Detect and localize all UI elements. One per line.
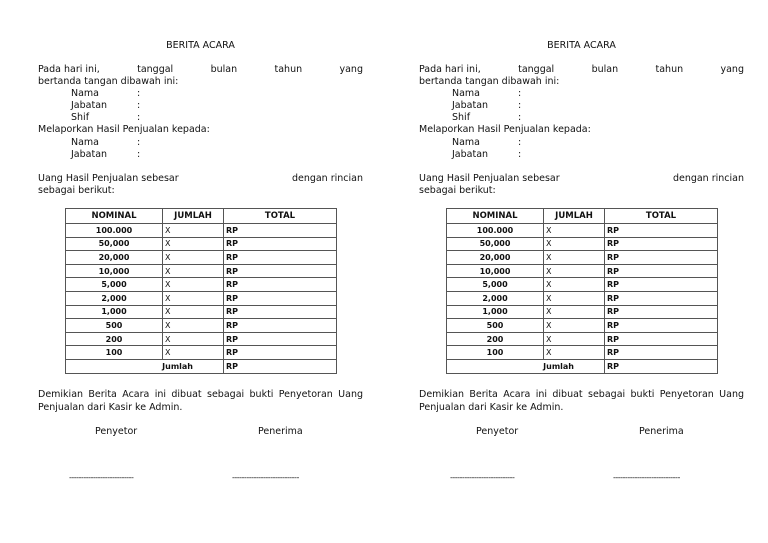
field-jabatan-recipient [452, 149, 522, 160]
field-colon: : [137, 137, 141, 148]
amount-right: dengan rincian [291, 173, 363, 184]
table-row [447, 237, 718, 251]
field-label: Jabatan [71, 149, 108, 160]
header-jumlah: JUMLAH [163, 209, 224, 224]
sender-signature-line: --------------------------- [450, 473, 515, 482]
total-cell: RP [605, 332, 718, 346]
sender-signature-line: --------------------------- [69, 473, 134, 482]
nominal-cell: 20,000 [66, 251, 163, 265]
total-cell: RP [224, 278, 337, 292]
intro-word: bulan [591, 64, 619, 75]
field-label: Nama [71, 137, 100, 148]
nominal-cell: 200 [447, 332, 544, 346]
closing-word: dibuat [171, 389, 202, 400]
amount-line-1 [38, 173, 363, 184]
intro-word: tahun [274, 64, 303, 75]
header-nominal: NOMINAL [447, 209, 544, 224]
amount-line-2: sebagai berikut: [38, 185, 115, 196]
table-row [447, 251, 718, 265]
closing-word: Acara [122, 389, 150, 400]
table-row [66, 264, 337, 278]
jumlah-cell: X [544, 319, 605, 333]
field-label: Nama [71, 88, 100, 99]
intro-line-1 [38, 64, 363, 75]
total-rp: RP [224, 359, 337, 373]
jumlah-cell: X [163, 346, 224, 360]
closing-word: Acara [503, 389, 531, 400]
nominal-cell: 500 [66, 319, 163, 333]
nominal-cell: 2,000 [66, 291, 163, 305]
nominal-cell: 10,000 [66, 264, 163, 278]
nominal-cell: 2,000 [447, 291, 544, 305]
field-label: Nama [452, 137, 481, 148]
jumlah-cell: X [163, 264, 224, 278]
table-row [447, 346, 718, 360]
closing-word: Penyetoran [278, 389, 333, 400]
total-label: Jumlah [447, 359, 605, 373]
total-cell: RP [224, 224, 337, 238]
table-row [66, 237, 337, 251]
nominal-cell: 10,000 [447, 264, 544, 278]
total-cell: RP [224, 237, 337, 251]
table-header-row [66, 209, 337, 224]
nominal-cell: 500 [447, 319, 544, 333]
amount-line-2: sebagai berikut: [419, 185, 496, 196]
receiver-label: Penerima [258, 426, 303, 437]
total-cell: RP [224, 346, 337, 360]
jumlah-cell: X [163, 291, 224, 305]
intro-word: Pada hari ini, [419, 64, 481, 75]
nominal-cell: 100.000 [447, 224, 544, 238]
sender-label: Penyetor [476, 426, 519, 437]
field-jabatan-recipient [71, 149, 141, 160]
table-row [447, 332, 718, 346]
nominal-cell: 5,000 [66, 278, 163, 292]
total-cell: RP [605, 305, 718, 319]
total-cell: RP [605, 224, 718, 238]
table-row [66, 291, 337, 305]
closing-word: sebagai [207, 389, 245, 400]
table-row [66, 278, 337, 292]
table-row [447, 291, 718, 305]
amount-right: dengan rincian [672, 173, 744, 184]
table-row [66, 305, 337, 319]
closing-word: sebagai [588, 389, 626, 400]
field-jabatan [71, 100, 141, 111]
header-total: TOTAL [224, 209, 337, 224]
table-header-row [447, 209, 718, 224]
total-cell: RP [224, 332, 337, 346]
field-label: Jabatan [452, 100, 489, 111]
form-title: BERITA ACARA [547, 40, 616, 51]
intro-line-1 [419, 64, 744, 75]
nominal-cell: 100.000 [66, 224, 163, 238]
total-rp: RP [605, 359, 718, 373]
total-cell: RP [224, 291, 337, 305]
jumlah-cell: X [163, 237, 224, 251]
table-row [66, 319, 337, 333]
field-colon: : [137, 100, 141, 111]
nominal-cell: 50,000 [447, 237, 544, 251]
field-jabatan [452, 100, 522, 111]
field-colon: : [518, 100, 522, 111]
field-nama [71, 88, 141, 99]
jumlah-cell: X [544, 291, 605, 305]
jumlah-cell: X [163, 224, 224, 238]
closing-word: dibuat [552, 389, 583, 400]
field-nama-recipient [452, 137, 522, 148]
closing-word: Penyetoran [659, 389, 714, 400]
table-row [447, 278, 718, 292]
amount-left: Uang Hasil Penjualan sebesar [419, 173, 560, 184]
intro-word: tanggal [137, 64, 174, 75]
intro-word: Pada hari ini, [38, 64, 100, 75]
nominal-cell: 1,000 [66, 305, 163, 319]
table-total-row [447, 359, 718, 373]
field-label: Shif [452, 112, 471, 123]
table-row [66, 346, 337, 360]
intro-word: tahun [655, 64, 684, 75]
field-colon: : [518, 112, 522, 123]
table-total-row [66, 359, 337, 373]
receiver-signature-line: ---------------------------- [232, 473, 299, 482]
jumlah-cell: X [163, 278, 224, 292]
total-label: Jumlah [66, 359, 224, 373]
intro-word: tanggal [518, 64, 555, 75]
report-line: Melaporkan Hasil Penjualan kepada: [38, 124, 210, 135]
jumlah-cell: X [163, 251, 224, 265]
field-label: Nama [452, 88, 481, 99]
total-cell: RP [605, 237, 718, 251]
intro-line-2: bertanda tangan dibawah ini: [419, 76, 560, 87]
field-colon: : [518, 88, 522, 99]
table-row [447, 305, 718, 319]
report-line: Melaporkan Hasil Penjualan kepada: [419, 124, 591, 135]
table-row [447, 319, 718, 333]
form-left [38, 0, 363, 543]
closing-word: bukti [630, 389, 655, 400]
field-shif [452, 112, 522, 123]
closing-word: ini [535, 389, 548, 400]
total-cell: RP [224, 305, 337, 319]
jumlah-cell: X [544, 237, 605, 251]
field-colon: : [137, 149, 141, 160]
nominal-table [65, 208, 337, 374]
jumlah-cell: X [544, 346, 605, 360]
receiver-label: Penerima [639, 426, 684, 437]
table-row [66, 224, 337, 238]
field-colon: : [518, 149, 522, 160]
nominal-cell: 20,000 [447, 251, 544, 265]
table-row [447, 224, 718, 238]
jumlah-cell: X [544, 305, 605, 319]
header-total: TOTAL [605, 209, 718, 224]
nominal-cell: 100 [447, 346, 544, 360]
nominal-cell: 200 [66, 332, 163, 346]
nominal-cell: 5,000 [447, 278, 544, 292]
closing-word: ini [154, 389, 167, 400]
form-title: BERITA ACARA [166, 40, 235, 51]
jumlah-cell: X [544, 224, 605, 238]
closing-line-1 [419, 389, 744, 400]
field-label: Jabatan [71, 100, 108, 111]
intro-word: bulan [210, 64, 238, 75]
intro-word: yang [339, 64, 363, 75]
total-cell: RP [605, 264, 718, 278]
field-shif [71, 112, 141, 123]
closing-word: Uang [338, 389, 363, 400]
closing-line-1 [38, 389, 363, 400]
total-cell: RP [605, 346, 718, 360]
header-nominal: NOMINAL [66, 209, 163, 224]
jumlah-cell: X [163, 305, 224, 319]
amount-line-1 [419, 173, 744, 184]
closing-line-2: Penjualan dari Kasir ke Admin. [38, 402, 183, 413]
table-row [66, 251, 337, 265]
jumlah-cell: X [544, 278, 605, 292]
field-nama-recipient [71, 137, 141, 148]
nominal-table [446, 208, 718, 374]
intro-word: yang [720, 64, 744, 75]
nominal-cell: 1,000 [447, 305, 544, 319]
nominal-cell: 100 [66, 346, 163, 360]
field-nama [452, 88, 522, 99]
closing-word: Uang [719, 389, 744, 400]
field-label: Shif [71, 112, 90, 123]
jumlah-cell: X [544, 332, 605, 346]
jumlah-cell: X [544, 264, 605, 278]
sender-label: Penyetor [95, 426, 138, 437]
field-colon: : [137, 112, 141, 123]
receiver-signature-line: ---------------------------- [613, 473, 680, 482]
table-row [66, 332, 337, 346]
total-cell: RP [605, 251, 718, 265]
total-cell: RP [224, 251, 337, 265]
closing-word: Demikian [419, 389, 465, 400]
form-right [419, 0, 744, 543]
jumlah-cell: X [163, 332, 224, 346]
field-colon: : [137, 88, 141, 99]
closing-word: Berita [469, 389, 498, 400]
field-colon: : [518, 137, 522, 148]
table-row [447, 264, 718, 278]
closing-word: bukti [249, 389, 274, 400]
total-cell: RP [605, 319, 718, 333]
jumlah-cell: X [544, 251, 605, 265]
field-label: Jabatan [452, 149, 489, 160]
total-cell: RP [224, 319, 337, 333]
closing-word: Berita [88, 389, 117, 400]
header-jumlah: JUMLAH [544, 209, 605, 224]
amount-left: Uang Hasil Penjualan sebesar [38, 173, 179, 184]
closing-word: Demikian [38, 389, 84, 400]
closing-line-2: Penjualan dari Kasir ke Admin. [419, 402, 564, 413]
intro-line-2: bertanda tangan dibawah ini: [38, 76, 179, 87]
total-cell: RP [605, 278, 718, 292]
total-cell: RP [224, 264, 337, 278]
total-cell: RP [605, 291, 718, 305]
nominal-cell: 50,000 [66, 237, 163, 251]
jumlah-cell: X [163, 319, 224, 333]
